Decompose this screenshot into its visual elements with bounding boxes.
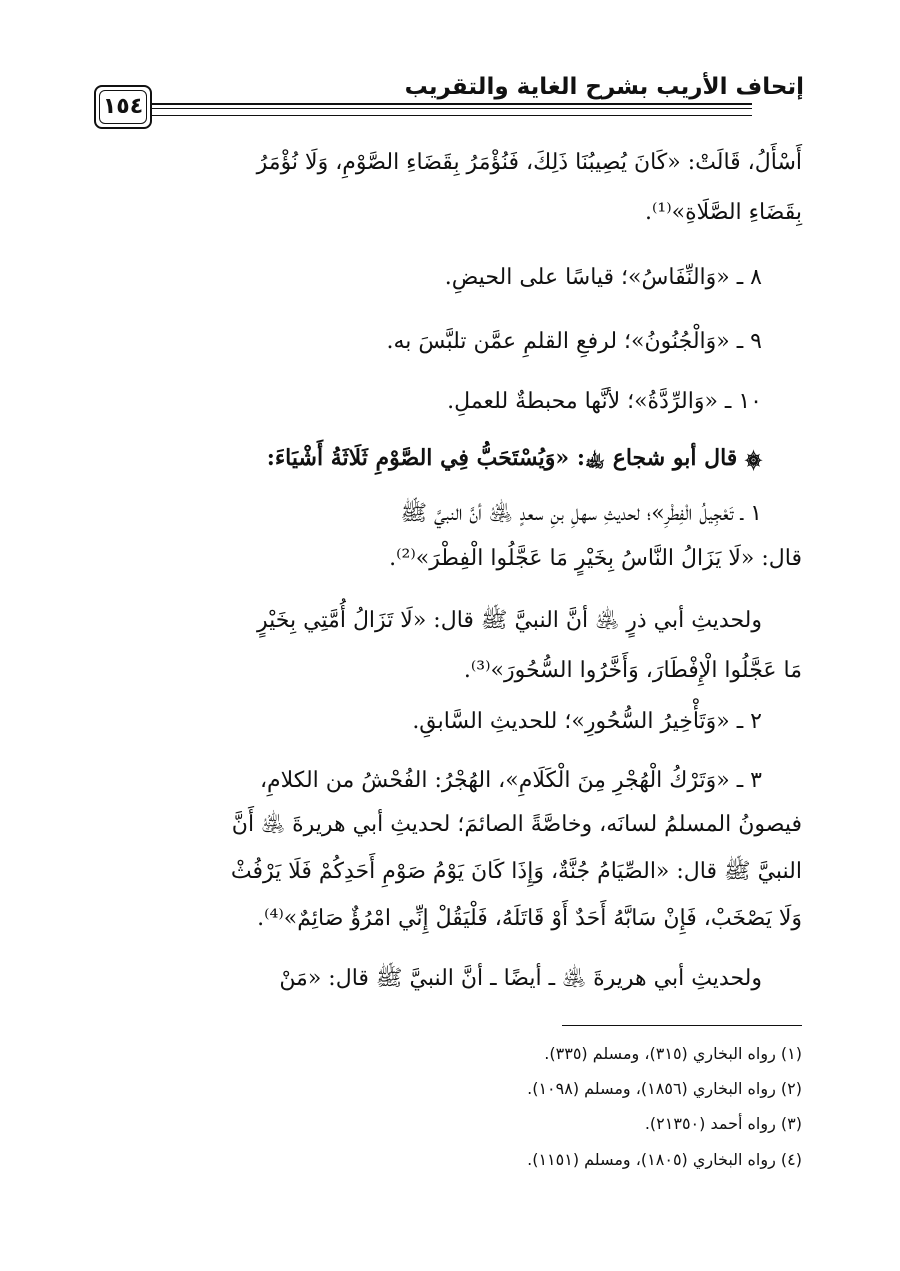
hadith-line: مَا عَجَّلُوا الْإِفْطَارَ، وَأَخَّرُوا السُّحُورَ»⁽³⁾. [463, 658, 802, 683]
hadith-line: ولحديثِ أبي ذرٍ ﵁ أنَّ النبيَّ ﷺ قال: «لَا تَزَالُ أُمَّتِي بِخَيْرٍ [256, 608, 762, 633]
text-line: فيصونُ المسلمُ لسانَه، وخاصَّةً الصائمَ؛ لحديثِ أبي هريرةَ ﵁ أَنَّ [231, 812, 802, 837]
hadith-line: قال: «لَا يَزَالُ النَّاسُ بِخَيْرٍ مَا عَجَّلُوا الْفِطْرَ»⁽²⁾. [389, 546, 802, 571]
header-rule [94, 103, 752, 105]
text-line: أَسْأَلُ، قَالَتْ: «كَانَ يُصِيبُنَا ذَلِكَ، فَنُؤْمَرُ بِقَضَاءِ الصَّوْمِ، وَلَا نُؤْمَرُ [256, 150, 802, 175]
list-item-8: ٨ ـ «وَالنِّفَاسُ»؛ قياسًا على الحيضِ. [444, 265, 762, 290]
list-item-10: ١٠ ـ «وَالرِّدَّةُ»؛ لأنَّها محبطةٌ للعملِ. [447, 389, 762, 414]
footnote-2: (٢) رواه البخاري (١٨٥٦)، ومسلم (١٠٩٨). [527, 1079, 802, 1098]
author-statement: ۞ قال أبو شجاع ﵀: «وَيُسْتَحَبُّ فِي الصَّوْمِ ثَلَاثَةُ أَشْيَاءَ: [266, 445, 762, 471]
list-item-1: ١ ـ تَعْجِيلُ الْفِطْرِ»؛ لحديثِ سهلِ بنِ سعدٍ ﵁ أنَّ النبيَّ ﷺ [400, 501, 762, 526]
hadith-line: وَلَا يَصْخَبْ، فَإِنْ سَابَّهُ أَحَدٌ أَوْ قَاتَلَهُ، فَلْيَقُلْ إِنِّي امْرُؤٌ صَائِمٌ»⁽⁴⁾. [257, 906, 802, 931]
footnote-separator [562, 1025, 802, 1026]
page-number-frame [94, 85, 152, 129]
header-rule [94, 108, 752, 109]
list-item-9: ٩ ـ «وَالْجُنُونُ»؛ لرفعِ القلمِ عمَّن تلبَّسَ به. [386, 329, 762, 354]
running-title: إتحاف الأريب بشرح الغاية والتقريب [404, 74, 804, 100]
list-item-3: ٣ ـ «وَتَرْكُ الْهُجْرِ مِنَ الْكَلَامِ»، الهُجْرُ: الفُحْشُ من الكلامِ، [259, 768, 762, 793]
footnote-3: (٣) رواه أحمد (٢١٣٥٠). [644, 1114, 802, 1133]
text-line: ولحديثِ أبي هريرةَ ﵁ ـ أيضًا ـ أنَّ النبيَّ ﷺ قال: «مَنْ [279, 966, 762, 991]
footnote-1: (١) رواه البخاري (٣١٥)، ومسلم (٣٣٥). [544, 1044, 802, 1063]
hadith-line: النبيَّ ﷺ قال: «الصِّيَامُ جُنَّةٌ، وَإِذَا كَانَ يَوْمُ صَوْمِ أَحَدِكُمْ فَلَا يَرْفُثْ [230, 859, 802, 884]
list-item-2: ٢ ـ «وَتَأْخِيرُ السُّحُورِ»؛ للحديثِ السَّابقِ. [412, 709, 762, 734]
footnote-4: (٤) رواه البخاري (١٨٠٥)، ومسلم (١١٥١). [527, 1150, 802, 1169]
text-line: بِقَضَاءِ الصَّلَاةِ»⁽¹⁾. [644, 200, 802, 225]
header-rule [94, 115, 752, 116]
page-number: ١٥٤ [102, 94, 144, 119]
